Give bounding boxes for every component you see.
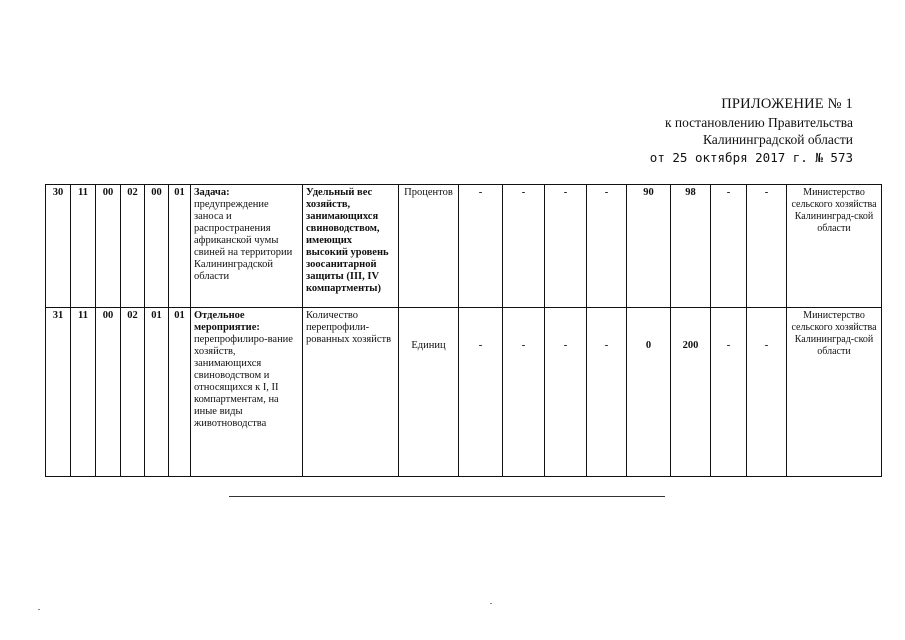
value-cell: - bbox=[459, 308, 503, 477]
value-cell: - bbox=[545, 185, 587, 308]
code-cell: 01 bbox=[169, 308, 191, 477]
closing-rule bbox=[229, 496, 665, 497]
value-cell: - bbox=[587, 185, 627, 308]
value-cell: 98 bbox=[671, 185, 711, 308]
task-name-text: перепрофилиро-вание хозяйств, занимающихся свиноводством и относящихся к I, II компартментам, на иные виды животноводства bbox=[194, 334, 293, 429]
value-cell: - bbox=[545, 308, 587, 477]
indicator-cell: Количество перепрофили-рованных хозяйств bbox=[303, 308, 399, 477]
appendix-date: от 25 октября 2017 г. № 573 bbox=[649, 149, 853, 165]
value-cell: 200 bbox=[671, 308, 711, 477]
task-name-lead: Отдельное мероприятие: bbox=[194, 310, 260, 333]
code-cell: 02 bbox=[121, 308, 145, 477]
task-name-lead: Задача: bbox=[194, 187, 230, 198]
code-cell: 02 bbox=[121, 185, 145, 308]
value-cell: - bbox=[747, 185, 787, 308]
task-name-text: предупреждение заноса и распространения африканской чумы свиней на территории Калининградской области bbox=[194, 199, 293, 282]
code-cell: 00 bbox=[96, 185, 121, 308]
value-cell: - bbox=[503, 308, 545, 477]
code-cell: 01 bbox=[145, 308, 169, 477]
appendix-title: ПРИЛОЖЕНИЕ № 1 bbox=[721, 96, 853, 112]
code-cell: 30 bbox=[46, 185, 71, 308]
value-cell: - bbox=[711, 185, 747, 308]
table-row bbox=[46, 185, 882, 308]
task-name-cell bbox=[191, 308, 303, 477]
value-cell: - bbox=[711, 308, 747, 477]
unit-cell: Единиц bbox=[399, 308, 459, 477]
value-cell: - bbox=[587, 308, 627, 477]
code-cell: 11 bbox=[71, 308, 96, 477]
code-cell: 31 bbox=[46, 308, 71, 477]
scan-speck bbox=[38, 609, 40, 610]
program-table bbox=[45, 184, 882, 477]
unit-cell: Процентов bbox=[399, 185, 459, 308]
appendix-reference: к постановлению Правительства bbox=[664, 114, 853, 130]
value-cell: 0 bbox=[627, 308, 671, 477]
code-cell: 11 bbox=[71, 185, 96, 308]
task-name-cell bbox=[191, 185, 303, 308]
indicator-cell: Удельный вес хозяйств, занимающихся свиноводством, имеющих высокий уровень зоосанитарной защиты (III, IV компартменты) bbox=[303, 185, 399, 308]
value-cell: - bbox=[503, 185, 545, 308]
table-row bbox=[46, 308, 882, 477]
appendix-header bbox=[553, 96, 853, 166]
code-cell: 01 bbox=[169, 185, 191, 308]
value-cell: - bbox=[747, 308, 787, 477]
scan-speck bbox=[490, 603, 492, 604]
code-cell: 00 bbox=[96, 308, 121, 477]
code-cell: 00 bbox=[145, 185, 169, 308]
value-cell: 90 bbox=[627, 185, 671, 308]
responsible-org-cell: Министерство сельского хозяйства Калининград-ской области bbox=[787, 185, 882, 308]
value-cell: - bbox=[459, 185, 503, 308]
responsible-org-cell: Министерство сельского хозяйства Калининград-ской области bbox=[787, 308, 882, 477]
appendix-region: Калининградской области bbox=[702, 132, 853, 147]
